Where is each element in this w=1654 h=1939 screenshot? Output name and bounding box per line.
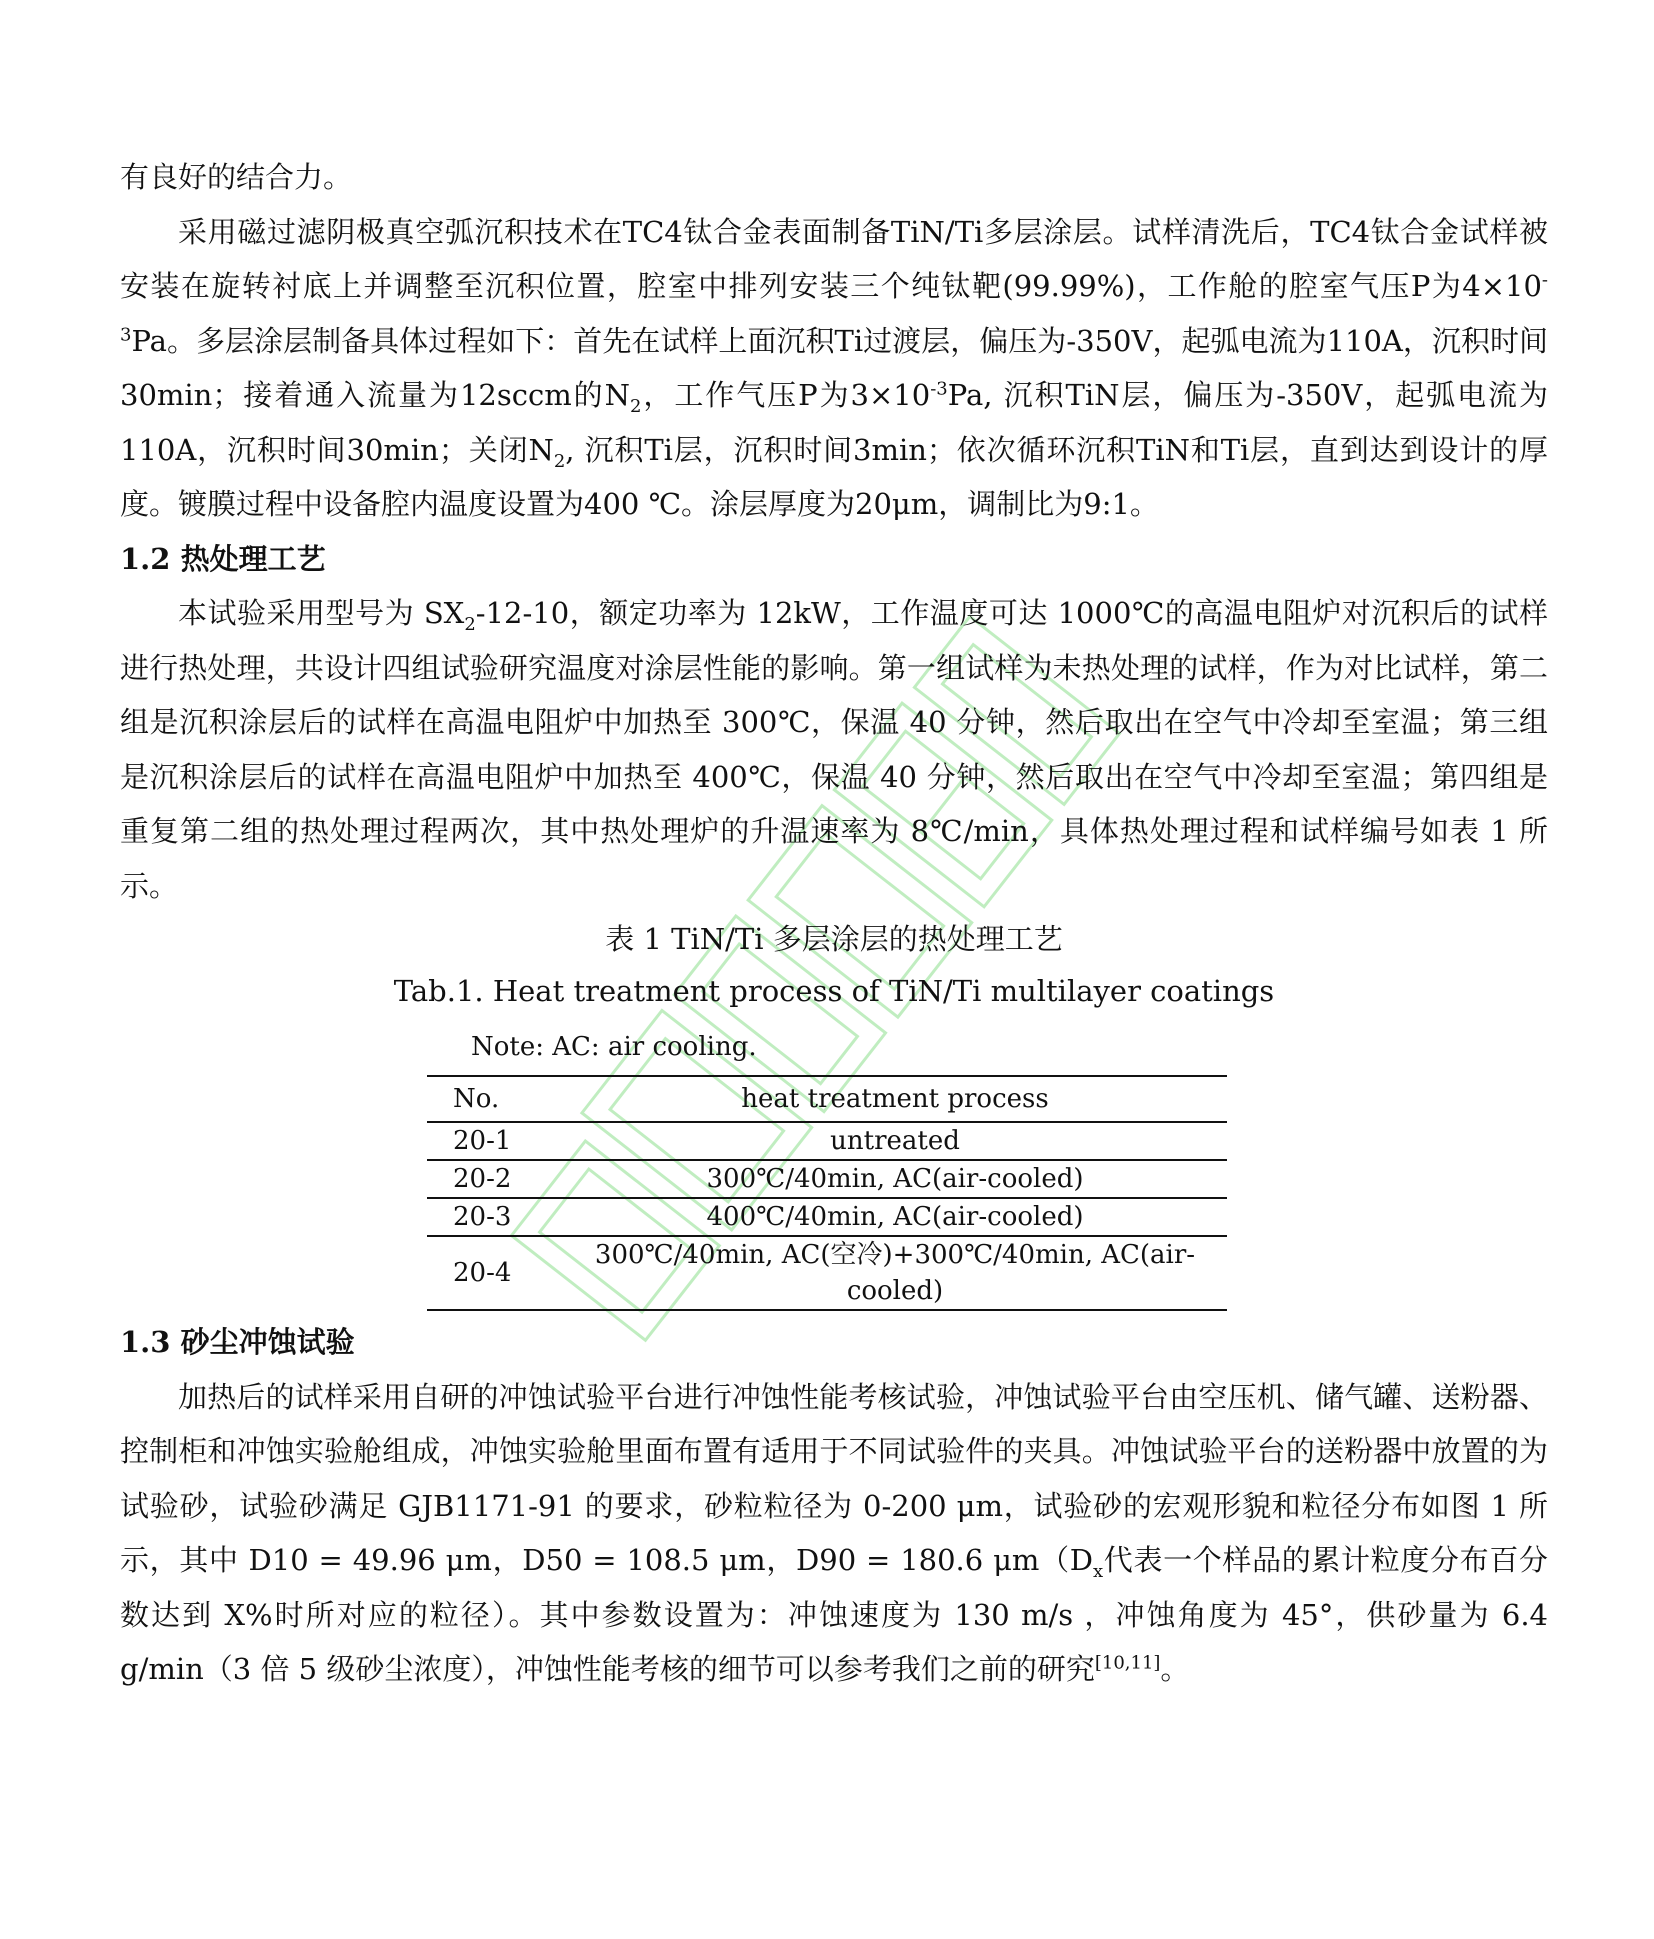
section-heading-1-2: 1.2 热处理工艺: [120, 541, 326, 576]
paragraph-erosion-test: 加热后的试样采用自研的冲蚀试验平台进行冲蚀性能考核试验，冲蚀试验平台由空压机、储气罐、送粉器、控制柜和冲蚀实验舱组成，冲蚀实验舱里面布置有适用于不同试验件的夹具。冲蚀试验平台的送粉器中放置的为试验砂，试验砂满足 GJB1171-91 的要求，砂粒粒径为 0-200 μm，试验砂的宏观形貌和粒径分布如图 1 所示，其中 D10 = 49.96 μm，D50 = 108.5 μm，D90 = 180.6 $\mu m(D_x$代表一个样品的累计粒度分布百分数达到 X%时所对应的粒径）。其中参数设置为：冲蚀速度为 130 m/s ，冲蚀角度为 45°，供砂量为 6.4 g/min（3 倍 5 级砂尘浓度），冲蚀性能考核的细节可以参考我们之前的研究[10,11]。: [120, 1379, 1548, 1686]
table-cell-process: untreated: [563, 1122, 1227, 1160]
table-note: Note: AC: air cooling.: [471, 1032, 757, 1062]
table-caption-cn: 表 1 TiN/Ti 多层涂层的热处理工艺: [605, 922, 1063, 956]
table-caption-en: Tab.1. Heat treatment process of TiN/Ti multilayer coatings: [393, 974, 1275, 1008]
table-container: [427, 1027, 1227, 1311]
table-cell-no: 20-2: [427, 1160, 563, 1198]
heat-treatment-table: [427, 1075, 1227, 1311]
paragraph-intro-end: 有良好的结合力。: [120, 160, 353, 194]
table-header-row: [427, 1076, 1227, 1122]
table-header-cell: No.: [427, 1076, 563, 1122]
table-row: [427, 1198, 1227, 1236]
table-cell-process: 300℃/40min, AC(air-cooled): [563, 1160, 1227, 1198]
table-cell-no: 20-4: [427, 1236, 563, 1310]
paragraph-heat-treatment: 本试验采用型号为 $SX_2-12-10$，额定功率为 12kW，工作温度可达 1000℃的高温电阻炉对沉积后的试样进行热处理，共设计四组试验研究温度对涂层性能的影响。第一组试样为未热处理的试样，作为对比试样，第二组是沉积涂层后的试样在高温电阻炉中加热至 300℃，保温 40 分钟，然后取出在空气中冷却至室温；第三组是沉积涂层后的试样在高温电阻炉中加热至 400℃，保温 40 分钟，然后取出在空气中冷却至室温；第四组是重复第二组的热处理过程两次，其中热处理炉的升温速率为 8℃/min，具体热处理过程和试样编号如表 1 所示。: [120, 596, 1548, 903]
table-cell-no: 20-3: [427, 1198, 563, 1236]
table-header-cell: heat treatment process: [563, 1076, 1227, 1122]
paragraph-deposition: 采用磁过滤阴极真空弧沉积技术在TC4钛合金表面制备TiN/Ti多层涂层。试样清洗后，TC4钛合金试样被安装在旋转衬底上并调整至沉积位置，腔室中排列安装三个纯钛靶(99.99%)，工作舱的腔室气压P为$4\times 10^{-3}Pa$。多层涂层制备具体过程如下：首先在试样上面沉积Ti过渡层，偏压为-350V，起弧电流为110A，沉积时间30min；接着通入流量为12sccm的$N_2$，工作气压P为$3\times 10^{-3}Pa$, 沉积TiN层，偏压为-350V，起弧电流为110A，沉积时间30min；关闭$N_2$, 沉积Ti层，沉积时间3min；依次循环沉积TiN和Ti层，直到达到设计的厚度。镀膜过程中设备腔内温度设置为400 ℃。涂层厚度为20μm，调制比为9:1。: [120, 214, 1548, 521]
table-row: [427, 1160, 1227, 1198]
table-cell-no: 20-1: [427, 1122, 563, 1160]
table-row: [427, 1122, 1227, 1160]
table-cell-process: 400℃/40min, AC(air-cooled): [563, 1198, 1227, 1236]
section-heading-1-3: 1.3 砂尘冲蚀试验: [120, 1325, 355, 1359]
table-cell-process: 300℃/40min, AC(空冷)+300℃/40min, AC(air-cooled): [563, 1236, 1227, 1310]
main-content: [120, 150, 1548, 1697]
table-row: [427, 1236, 1227, 1310]
